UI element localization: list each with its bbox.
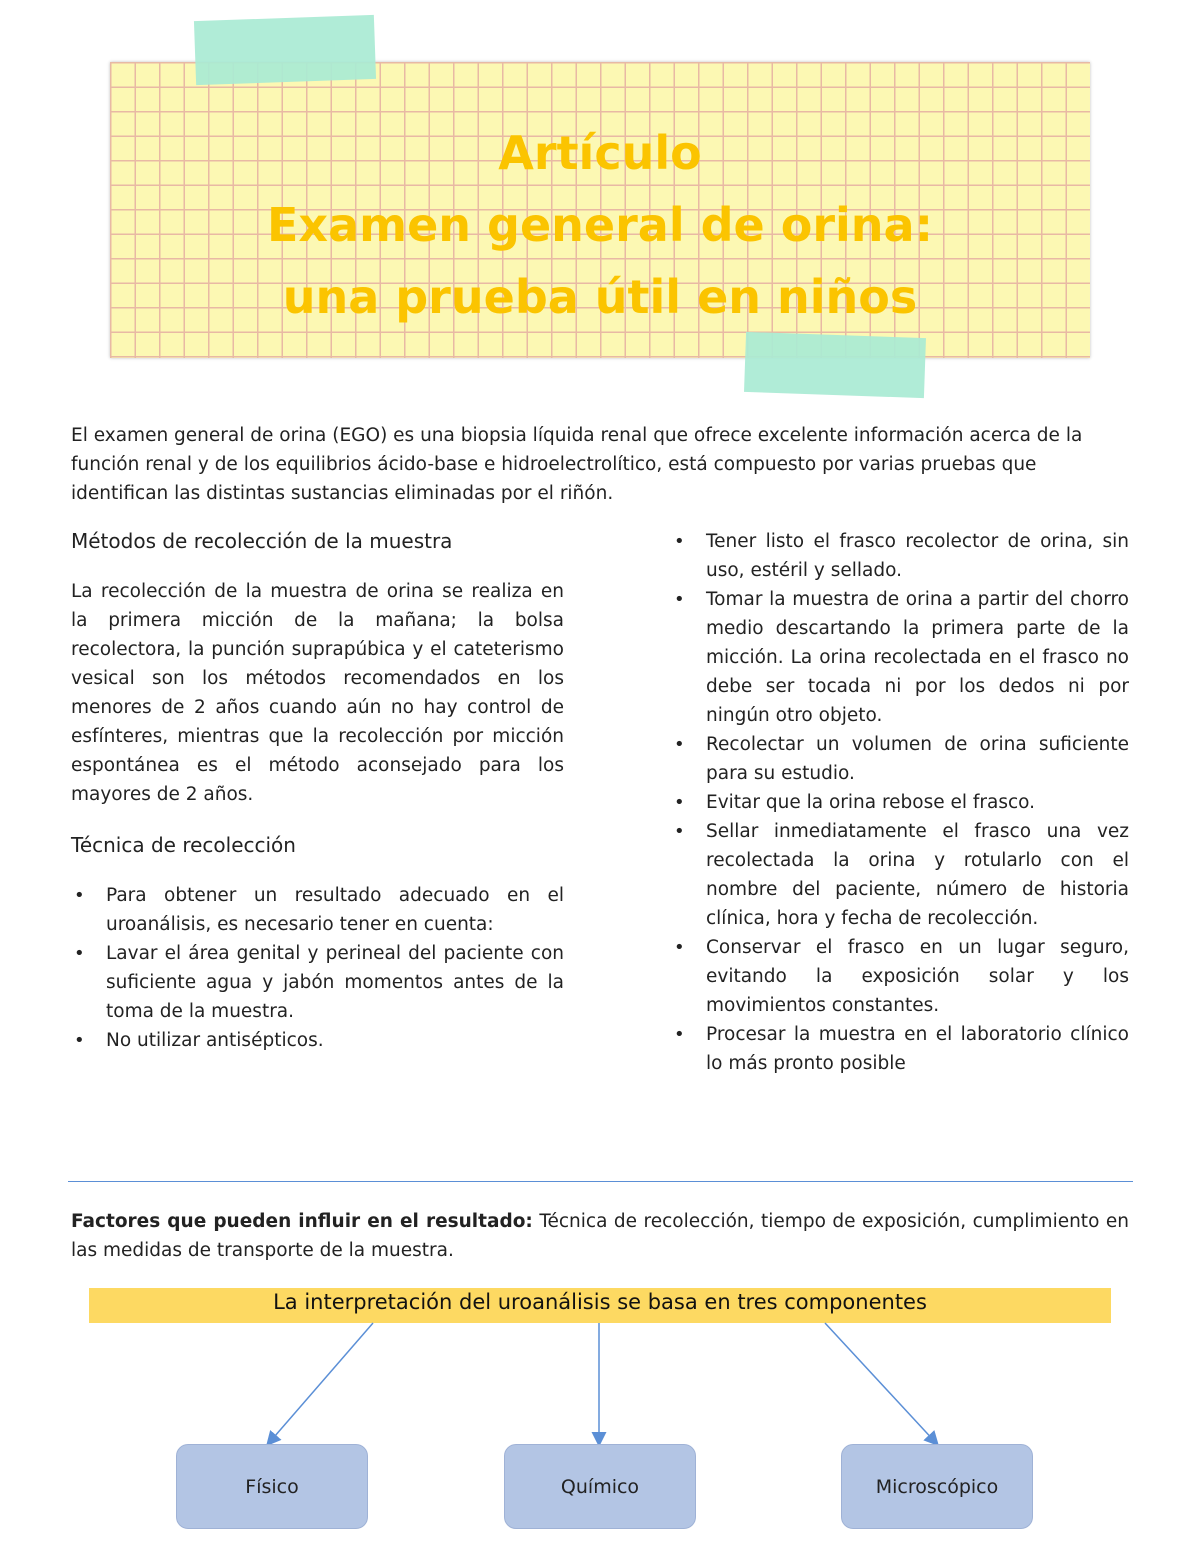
factors-paragraph [71, 1207, 1129, 1265]
factors-text: Técnica de recolección, tiempo de exposición, cumplimiento en las medidas de transporte de la muestra. [71, 1211, 1129, 1261]
list-item: • Lavar el área genital y perineal del paciente con suficiente agua y jabón momentos antes de la toma de la muestra. [71, 939, 564, 1026]
tape-decoration-top [194, 15, 376, 85]
bullet-icon: • [74, 943, 85, 964]
technique-heading: Técnica de recolección [71, 833, 296, 857]
bullet-icon: • [674, 937, 685, 958]
diagram-banner: La interpretación del uroanálisis se basa en tres componentes [89, 1288, 1111, 1323]
list-item: • Tener listo el frasco recolector de orina, sin uso, estéril y sellado. [671, 527, 1129, 585]
title-line-3: una prueba útil en niños [282, 270, 918, 324]
list-item: • Conservar el frasco en un lugar seguro, evitando la exposición solar y los movimientos constantes. [671, 933, 1129, 1020]
list-item: • Evitar que la orina rebose el frasco. [671, 788, 1129, 817]
methods-paragraph: La recolección de la muestra de orina se realiza en la primera micción de la mañana; la bolsa recolectora, la punción suprapúbica y el cateterismo vesical son los métodos recomendados en los menores de 2 años cuando aún no hay control de esfínteres, mientras que la recolección por micción espontánea es el método aconsejado para los mayores de 2 años. [71, 581, 564, 805]
methods-heading: Métodos de recolección de la muestra [71, 529, 453, 553]
list-item: • Tomar la muestra de orina a partir del chorro medio descartando la primera parte de la micción. La orina recolectada en el frasco no debe ser tocada ni por los dedos ni por ningún otro objeto. [671, 585, 1129, 730]
bullet-icon: • [674, 821, 685, 842]
arrow-to-fisico [268, 1323, 373, 1444]
list-item: • No utilizar antisépticos. [71, 1026, 564, 1055]
bullet-icon: • [674, 792, 685, 813]
article-title [110, 117, 1090, 333]
list-item: • Para obtener un resultado adecuado en el uroanálisis, es necesario tener en cuenta: [71, 881, 564, 939]
list-item: • Recolectar un volumen de orina suficiente para su estudio. [671, 730, 1129, 788]
list-item: • Procesar la muestra en el laboratorio clínico lo más pronto posible [671, 1020, 1129, 1078]
tape-decoration-bottom [744, 332, 926, 398]
bullet-icon: • [674, 531, 685, 552]
title-line-1: Artículo [498, 126, 702, 180]
right-column [671, 527, 1129, 1078]
section-divider [68, 1181, 1133, 1182]
component-box-quimico: Químico [504, 1444, 696, 1529]
list-item: • Sellar inmediatamente el frasco una vez recolectada la orina y rotularlo con el nombre del paciente, número de historia clínica, hora y fecha de recolección. [671, 817, 1129, 933]
bullet-icon: • [74, 885, 85, 906]
intro-paragraph: El examen general de orina (EGO) es una biopsia líquida renal que ofrece excelente información acerca de la función renal y de los equilibrios ácido-base e hidroelectrolítico, está compuesto por varias pruebas que identifican las distintas sustancias eliminadas por el riñón. [71, 425, 1083, 504]
component-box-microscopico: Microscópico [841, 1444, 1033, 1529]
left-column [71, 527, 564, 1055]
bullet-icon: • [674, 589, 685, 610]
bullet-icon: • [674, 1024, 685, 1045]
technique-list-left [71, 881, 564, 1055]
technique-list-right [671, 527, 1129, 1078]
bullet-icon: • [74, 1030, 85, 1051]
title-line-2: Examen general de orina: [267, 198, 933, 252]
component-box-fisico: Físico [176, 1444, 368, 1529]
arrow-to-microscopico [825, 1323, 937, 1444]
bullet-icon: • [674, 734, 685, 755]
factors-label: Factores que pueden influir en el resultado: [71, 1211, 533, 1232]
